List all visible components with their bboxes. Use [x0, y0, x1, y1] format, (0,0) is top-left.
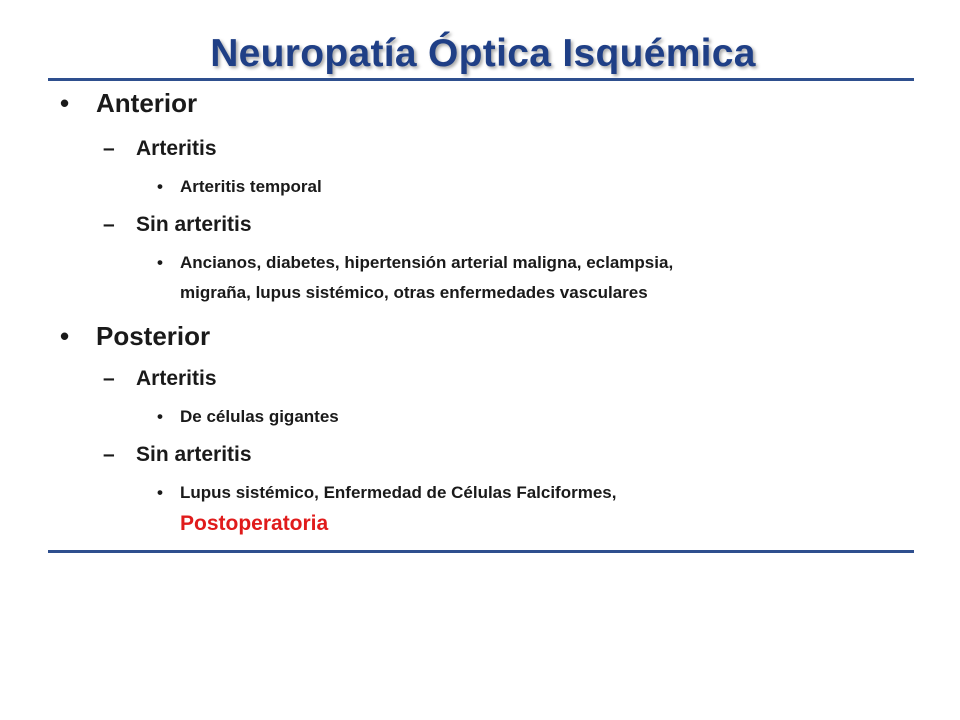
item-anterior: Anterior — [96, 88, 198, 118]
bullet-dot-icon: • — [157, 253, 163, 272]
bullet-dot-icon: • — [157, 407, 163, 426]
title-underline-rule — [48, 78, 914, 81]
dash-icon: – — [103, 213, 115, 236]
item-anterior-arteritis-detail: Arteritis temporal — [180, 177, 322, 196]
item-anterior-arteritis: Arteritis — [136, 137, 217, 160]
item-posterior: Posterior — [96, 321, 211, 351]
item-anterior-sin-detail-line1: Ancianos, diabetes, hipertensión arterial maligna, eclampsia, — [180, 253, 674, 272]
dash-icon: – — [103, 137, 115, 160]
dash-icon: – — [103, 443, 115, 466]
item-anterior-sin-detail-line2: migraña, lupus sistémico, otras enfermedades vasculares — [180, 283, 648, 302]
item-posterior-sin-arteritis: Sin arteritis — [136, 443, 252, 466]
bullet-dot-icon: • — [60, 321, 70, 351]
bullet-dot-icon: • — [157, 483, 163, 502]
bullet-dot-icon: • — [60, 88, 70, 118]
item-posterior-arteritis: Arteritis — [136, 367, 217, 390]
item-posterior-sin-detail-line1: Lupus sistémico, Enfermedad de Células Falciformes, — [180, 483, 617, 502]
bottom-rule — [48, 550, 914, 553]
item-posterior-sin-detail-highlight: Postoperatoria — [180, 512, 329, 535]
bullet-dot-icon: • — [157, 177, 163, 196]
dash-icon: – — [103, 367, 115, 390]
item-posterior-arteritis-detail: De células gigantes — [180, 407, 339, 426]
slide-title: Neuropatía Óptica Isquémica — [210, 32, 756, 75]
item-anterior-sin-arteritis: Sin arteritis — [136, 213, 252, 236]
